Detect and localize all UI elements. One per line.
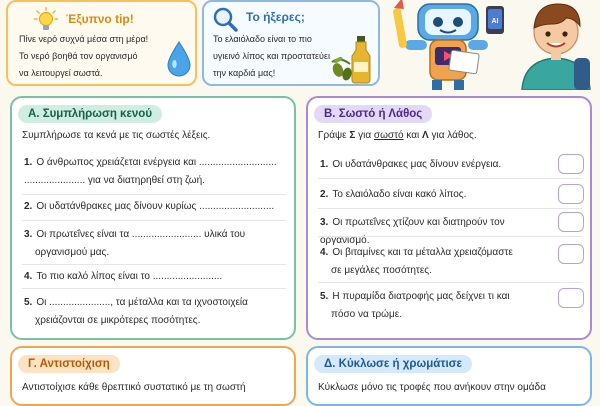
section-b-card — [306, 96, 592, 340]
fill-blank-item[interactable]: 1. Ο άνθρωπος χρειάζεται ενέργεια και ............................ ...................... για να διατηρηθεί στη ζωή. — [24, 157, 277, 186]
fill-blank-item[interactable]: 2. Οι υδατάνθρακες μας δίνουν κυρίως ........................... — [24, 201, 275, 212]
section-b-instruction: Γράψε Σ για σωστό και Λ για λάθος. — [318, 130, 477, 141]
true-false-item: 5. Η πυραμίδα διατροφής μας δείχνει τι και πόσο να τρώμε. — [320, 291, 510, 320]
smart-tip-box — [6, 0, 197, 86]
magnifier-icon — [212, 6, 238, 32]
answer-box[interactable] — [558, 288, 584, 308]
student-boy-illustration — [514, 0, 598, 90]
tip-title: Έξυπνο tip! — [66, 12, 134, 26]
robot-ai-badge: AI — [491, 18, 499, 25]
fill-blank-item[interactable]: 3. Οι πρωτεΐνες είναι τα ......................... υλικά του οργανισμού μας. — [24, 229, 246, 258]
true-false-item: 1. Οι υδατάνθρακες μας δίνουν ενέργεια. — [320, 159, 502, 170]
section-c-card — [10, 346, 296, 406]
true-false-item: 3. Οι πρωτεΐνες χτίζουν και διατηρούν τον οργανισμό. — [320, 217, 505, 246]
olive-oil-bottle-icon — [330, 32, 378, 84]
fill-blank-item[interactable]: 4. Το πιο καλό λίπος είναι το ......................... — [24, 271, 223, 282]
section-c-instruction: Αντιστοίχισε κάθε θρεπτικό συστατικό με τη σωστή — [22, 382, 246, 393]
section-a-instruction: Συμπλήρωσε τα κενά με τις σωστές λέξεις. — [22, 130, 211, 141]
robot-illustration — [388, 0, 508, 90]
answer-box[interactable] — [558, 212, 584, 232]
water-drop-icon — [166, 40, 192, 78]
section-d-instruction: Κύκλωσε μόνο τις τροφές που ανήκουν στην ομάδα — [318, 382, 546, 393]
section-a-title: Α. Συμπλήρωση κενού — [18, 105, 162, 123]
lightbulb-icon — [34, 7, 58, 33]
section-b-title: Β. Σωστό ή Λάθος — [314, 105, 432, 123]
true-false-item: 4. Οι βιταμίνες και τα μέταλλα χρειαζόμαστε σε μεγάλες ποσότητες. — [320, 247, 513, 276]
answer-box[interactable] — [558, 244, 584, 264]
true-false-item: 2. Το ελαιόλαδο είναι κακό λίπος. — [320, 189, 467, 200]
section-c-title: Γ. Αντιστοίχιση — [18, 355, 120, 373]
section-d-card — [306, 346, 592, 406]
tip-title: Το ήξερες; — [246, 10, 305, 24]
answer-box[interactable] — [558, 154, 584, 174]
tip-text: Το ελαιόλαδο είναι το πιο υγιεινό λίπος και προστατεύει την καρδιά μας! — [213, 34, 330, 78]
tip-text: Πίνε νερό συχνά μέσα στη μέρα! Το νερό βοηθά τον οργανισμό να λειτουργεί σωστά. — [19, 34, 149, 78]
answer-box[interactable] — [558, 184, 584, 204]
fill-blank-item[interactable]: 5. Οι ......................, τα μέταλλα και τα ιχνοστοιχεία χρειάζονται σε μικρότερες ποσότητες. — [24, 297, 248, 326]
did-you-know-box — [202, 0, 380, 86]
section-a-card — [10, 96, 296, 340]
section-d-title: Δ. Κύκλωσε ή χρωμάτισε — [314, 355, 472, 373]
